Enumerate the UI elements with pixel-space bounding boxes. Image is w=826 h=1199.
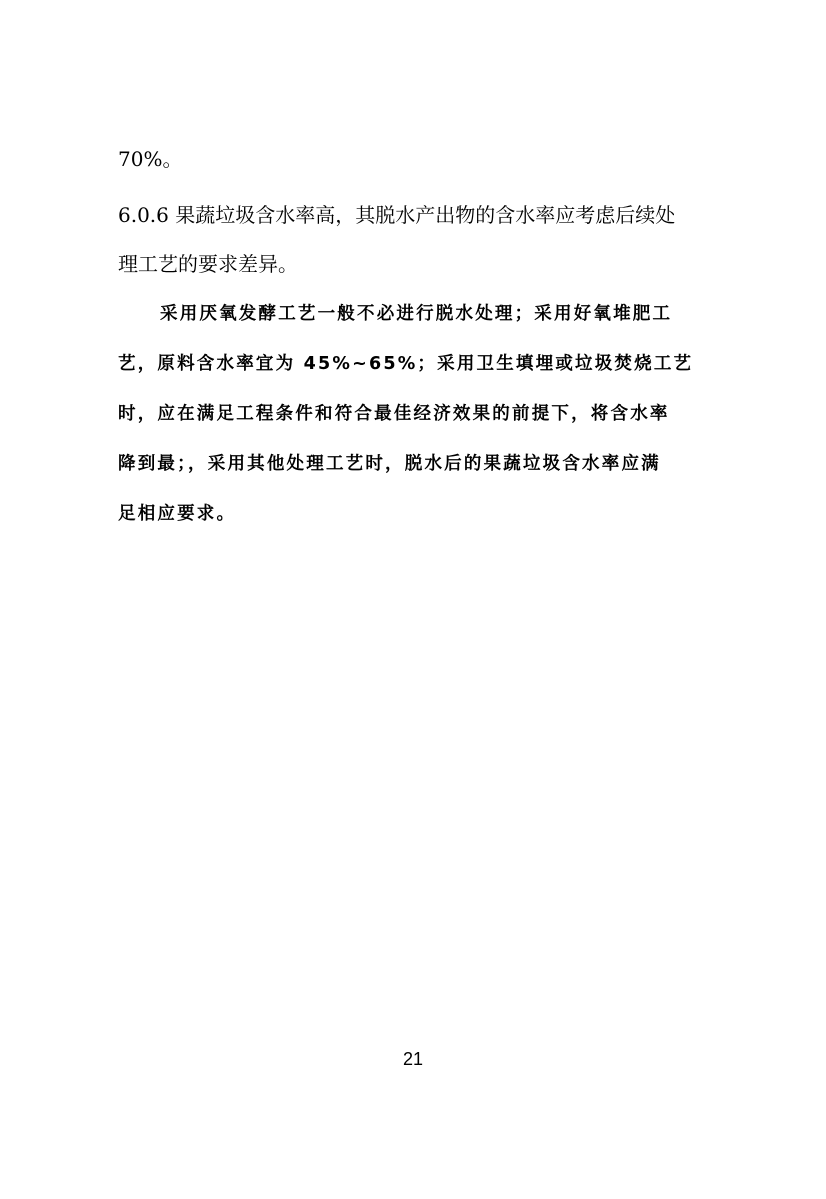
clause-text-line-2: 理工艺的要求差异。 xyxy=(118,252,298,276)
explanation-line-3: 时，应在满足工程条件和符合最佳经济效果的前提下，将含水率 xyxy=(118,404,670,424)
explanation-line-1: 采用厌氧发酵工艺一般不必进行脱水处理；采用好氧堆肥工 xyxy=(160,304,673,324)
clause-number: 6.0.6 xyxy=(118,203,169,227)
page-number: 21 xyxy=(402,1049,424,1069)
explanation-line-4: 降到最；，采用其他处理工艺时，脱水后的果蔬垃圾含水率应满 xyxy=(118,454,661,474)
continuation-text xyxy=(118,147,718,171)
explanation-line-2: 艺，原料含水率宜为 45%~65%；采用卫生填埋或垃圾焚烧工艺 xyxy=(118,354,694,374)
clause-6-0-6 xyxy=(118,203,718,227)
continuation-line: 70%。 xyxy=(118,147,183,171)
clause-text-line-1: 果蔬垃圾含水率高，其脱水产出物的含水率应考虑后续处 xyxy=(175,203,676,227)
clause-6-0-6-continued xyxy=(118,252,718,276)
explanation-line-5: 足相应要求。 xyxy=(118,504,237,524)
